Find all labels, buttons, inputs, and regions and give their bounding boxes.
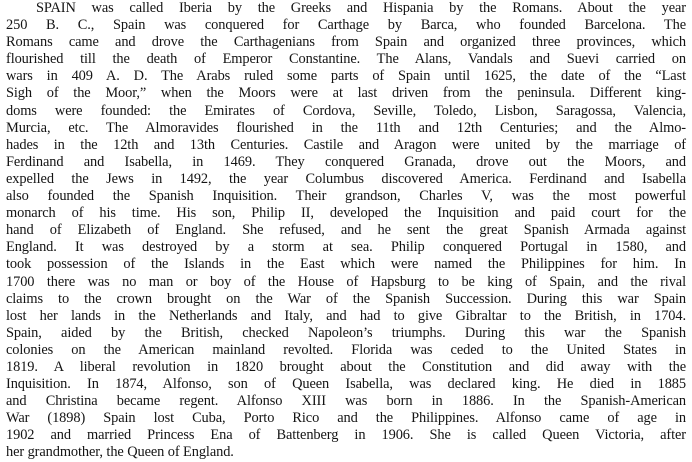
paragraph-line: England. It was destroyed by a storm at sea. Philip conquered Portugal in 1580, and bbox=[6, 239, 686, 256]
paragraph-line: hades in the 12th and 13th Centuries. Castile and Aragon were united by the marriage of bbox=[6, 136, 686, 153]
paragraph-line: 1700 there was no man or boy of the House of Hapsburg to be king of Spain, and the rival bbox=[6, 273, 686, 290]
paragraph-line: expelled the Jews in 1492, the year Columbus discovered America. Ferdinand and Isabella bbox=[6, 170, 686, 187]
paragraph-line: Inquisition. In 1874, Alfonso, son of Queen Isabella, was declared king. He died in 1885 bbox=[6, 376, 686, 393]
paragraph-line: colonies on the American mainland revolted. Florida was ceded to the United States in bbox=[6, 341, 686, 358]
paragraph-line: flourished till the death of Emperor Constantine. The Alans, Vandals and Suevi carried on bbox=[6, 51, 686, 68]
paragraph-line: doms were founded: the Emirates of Cordova, Seville, Toledo, Lisbon, Saragossa, Valencia, bbox=[6, 102, 686, 119]
paragraph-line: took possession of the Islands in the East which were named the Philippines for him. In bbox=[6, 256, 686, 273]
paragraph-line: 1902 and married Princess Ena of Battenberg in 1906. She is called Queen Victoria, after bbox=[6, 427, 686, 444]
paragraph-line: Spain, aided by the British, checked Napoleon’s triumphs. During this war the Spanish bbox=[6, 324, 686, 341]
paragraph-line: claims to the crown brought on the War of the Spanish Succession. During this war Spain bbox=[6, 290, 686, 307]
paragraph-line: 1819. A liberal revolution in 1820 brought about the Constitution and did away with the bbox=[6, 358, 686, 375]
paragraph-line: and Christina became regent. Alfonso XIII was born in 1886. In the Spanish-American bbox=[6, 393, 686, 410]
paragraph-line: Murcia, etc. The Almoravides flourished in the 11th and 12th Centuries; and the Almo- bbox=[6, 119, 686, 136]
paragraph-line: also founded the Spanish Inquisition. Their grandson, Charles V, was the most powerful bbox=[6, 188, 686, 205]
paragraph-line: War (1898) Spain lost Cuba, Porto Rico and the Philippines. Alfonso came of age in bbox=[6, 410, 686, 427]
paragraph-line: Romans came and drove the Carthagenians from Spain and organized three provinces, which bbox=[6, 34, 686, 51]
paragraph-line: monarch of his time. His son, Philip II, developed the Inquisition and paid court for the bbox=[6, 205, 686, 222]
history-paragraph bbox=[6, 0, 686, 462]
paragraph-line: Sigh of the Moor,” when the Moors were at last driven from the peninsula. Different king- bbox=[6, 85, 686, 102]
paragraph-line: Ferdinand and Isabella, in 1469. They conquered Granada, drove out the Moors, and bbox=[6, 153, 686, 170]
paragraph-line: 250 B. C., Spain was conquered for Carthage by Barca, who founded Barcelona. The bbox=[6, 17, 686, 34]
paragraph-line: hand of Elizabeth of England. She refused, and he sent the great Spanish Armada against bbox=[6, 222, 686, 239]
paragraph-line: her grandmother, the Queen of England. bbox=[6, 444, 234, 461]
paragraph-line: lost her lands in the Netherlands and Italy, and had to give Gibraltar to the British, in 1704. bbox=[6, 307, 686, 324]
paragraph-line: SPAIN was called Iberia by the Greeks and Hispania by the Romans. About the year bbox=[36, 0, 686, 16]
paragraph-line: wars in 409 A. D. The Arabs ruled some parts of Spain until 1625, the date of the “Last bbox=[6, 68, 686, 85]
